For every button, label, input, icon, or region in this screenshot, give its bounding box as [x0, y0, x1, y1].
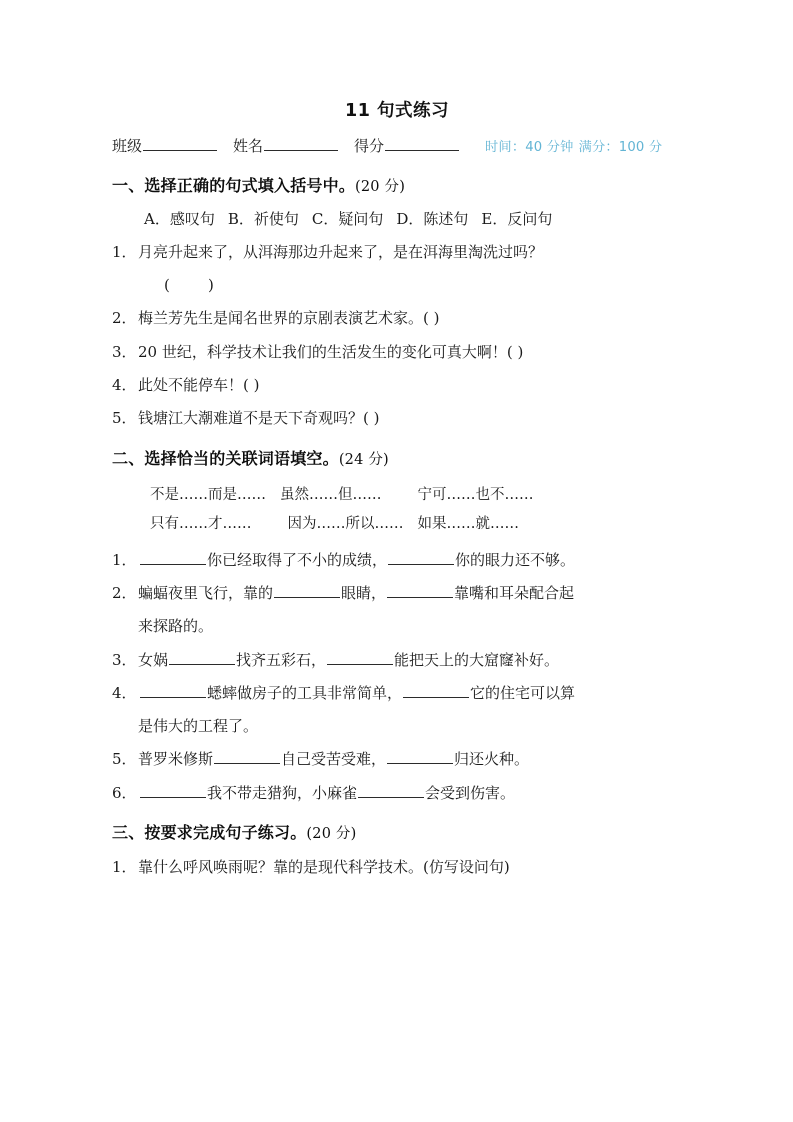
question-number: 3．	[112, 342, 137, 361]
connective-1: 不是……而是……	[150, 486, 266, 503]
answer-paren-1-1[interactable]	[112, 273, 682, 297]
fill-blank[interactable]	[169, 650, 235, 665]
option-b: B．祈使句	[227, 209, 299, 228]
section-3-points: (20 分)	[306, 825, 357, 842]
question-3-1	[112, 855, 682, 879]
section-3-title: 三、按要求完成句子练习。	[112, 822, 307, 842]
question-text	[138, 648, 682, 672]
question-number: 2．	[112, 309, 137, 328]
question-2-4-continuation: 是伟大的工程了。	[138, 717, 259, 736]
word-bank-row-2	[150, 510, 682, 539]
page-content	[112, 100, 682, 888]
question-number: 4．	[112, 376, 137, 394]
question-text: 此处不能停车！( )	[138, 376, 260, 394]
score-label: 得分	[354, 136, 385, 155]
question-2-2-continuation: 来探路的。	[138, 617, 214, 636]
question-number: 2．	[112, 583, 137, 602]
text-part: 靠嘴和耳朵配合起	[454, 583, 575, 602]
question-text	[138, 548, 682, 572]
question-text	[138, 681, 682, 705]
class-field	[112, 135, 217, 158]
section-1-points: (20 分)	[355, 178, 406, 195]
question-1-2	[112, 306, 682, 330]
text-part: 自己受苦受难，	[281, 750, 387, 769]
question-number: 5．	[112, 409, 137, 428]
option-bank	[112, 208, 682, 231]
question-text: 钱塘江大潮难道不是天下奇观吗？( )	[138, 409, 380, 428]
question-1-3	[112, 340, 682, 364]
text-part: 你的眼力还不够。	[455, 550, 576, 569]
question-text: 20 世纪，科学技术让我们的生活发生的变化可真大啊！( )	[138, 342, 524, 361]
text-part: 普罗米修斯	[138, 750, 214, 769]
question-text	[138, 581, 682, 605]
fill-blank[interactable]	[388, 550, 454, 565]
name-label: 姓名	[233, 136, 264, 155]
text-part: 蟋蟀做房子的工具非常简单，	[207, 683, 403, 702]
question-1-1	[112, 240, 682, 264]
fill-blank[interactable]	[274, 583, 340, 598]
question-2-3	[112, 648, 682, 672]
fill-blank[interactable]	[140, 550, 206, 565]
text-part: 你已经取得了不小的成绩，	[207, 550, 388, 569]
text-part: 归还火种。	[454, 750, 530, 769]
connective-3: 宁可……也不……	[417, 486, 534, 503]
question-number: 1．	[112, 242, 137, 261]
connective-word-bank	[112, 481, 682, 539]
connective-2: 虽然……但……	[280, 486, 382, 503]
section-2-title: 二、选择恰当的关联词语填空。	[112, 448, 339, 468]
section-2-points: (24 分)	[338, 451, 389, 468]
text-part: 它的住宅可以算	[470, 683, 576, 702]
fill-blank[interactable]	[387, 750, 453, 765]
name-field	[233, 135, 338, 158]
fill-blank[interactable]	[214, 750, 280, 765]
question-number: 4．	[112, 683, 137, 702]
section-heading-2	[112, 447, 682, 471]
section-1-title: 一、选择正确的句式填入括号中。	[112, 175, 356, 195]
connective-6: 如果……就……	[417, 515, 519, 532]
student-info-row	[112, 135, 682, 158]
question-2-5	[112, 747, 682, 771]
fill-blank[interactable]	[403, 683, 469, 698]
question-text	[138, 747, 682, 771]
text-part: 女娲	[138, 650, 169, 669]
fill-blank[interactable]	[140, 783, 206, 798]
section-heading-3	[112, 821, 682, 845]
question-text: 靠什么呼风唤雨呢？靠的是现代科学技术。(仿写设问句)	[138, 858, 510, 876]
answer-bracket: ( )	[164, 276, 214, 295]
exam-meta	[485, 138, 662, 158]
question-number: 1．	[112, 858, 137, 876]
fill-blank[interactable]	[140, 683, 206, 698]
time-limit-label: 时间：40 分钟	[485, 139, 574, 155]
connective-4: 只有……才……	[150, 515, 252, 532]
text-part: 会受到伤害。	[425, 783, 516, 802]
score-field	[354, 135, 459, 158]
class-label: 班级	[112, 136, 143, 155]
question-2-4	[112, 681, 682, 705]
question-2-2	[112, 581, 682, 605]
question-number: 6．	[112, 783, 137, 802]
text-part: 蝙蝠夜里飞行，靠的	[138, 583, 274, 602]
question-1-5	[112, 406, 682, 430]
text-part: 我不带走猎狗，小麻雀	[207, 783, 358, 802]
score-blank[interactable]	[385, 136, 459, 151]
question-1-4	[112, 373, 682, 397]
name-blank[interactable]	[264, 136, 338, 151]
question-text: 月亮升起来了，从洱海那边升起来了，是在洱海里淘洗过吗？	[138, 242, 544, 261]
question-number: 3．	[112, 650, 137, 669]
question-text: 梅兰芳先生是闻名世界的京剧表演艺术家。( )	[138, 309, 440, 328]
option-d: D．陈述句	[396, 209, 469, 228]
text-part: 眼睛，	[341, 583, 387, 602]
question-number: 1．	[112, 550, 137, 569]
question-text	[138, 781, 682, 805]
section-heading-1	[112, 174, 682, 198]
question-2-1	[112, 548, 682, 572]
option-a: A．感叹句	[144, 209, 215, 228]
fill-blank[interactable]	[387, 583, 453, 598]
question-2-6	[112, 781, 682, 805]
fill-blank[interactable]	[358, 783, 424, 798]
page-title: 11 句式练习	[345, 101, 449, 121]
question-number: 5．	[112, 750, 137, 769]
connective-5: 因为……所以……	[287, 515, 404, 532]
text-part: 能把天上的大窟窿补好。	[394, 650, 560, 669]
option-e: E．反问句	[481, 209, 553, 228]
text-part: 找齐五彩石，	[236, 650, 327, 669]
class-blank[interactable]	[143, 136, 217, 151]
fill-blank[interactable]	[327, 650, 393, 665]
word-bank-row-1	[150, 481, 682, 510]
total-score-label: 满分：100 分	[578, 139, 663, 155]
option-c: C．疑问句	[311, 209, 384, 228]
